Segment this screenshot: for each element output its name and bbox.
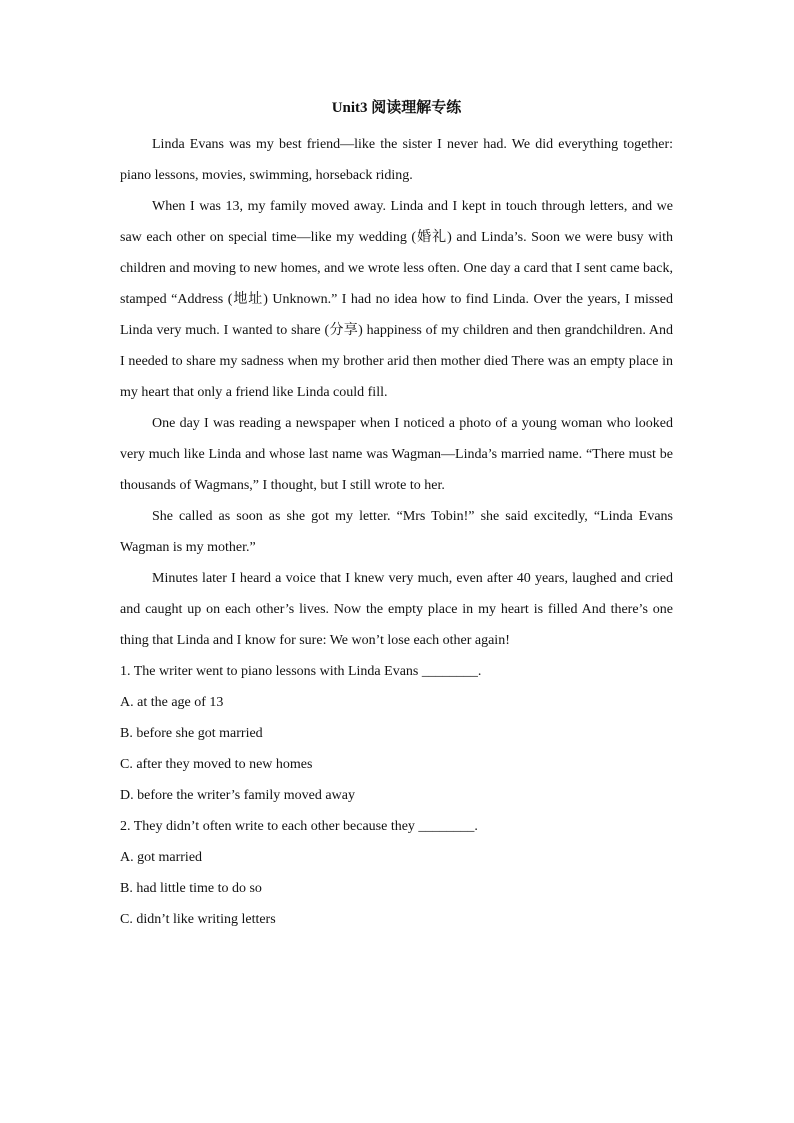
passage-paragraph-1: Linda Evans was my best friend—like the sister I never had. We did everything together: piano lessons, movies, swimming, horseback riding.	[120, 137, 673, 183]
question-2-option-a: A. got married	[120, 850, 203, 865]
question-1	[120, 656, 673, 811]
page-title: Unit3 阅读理解专练	[331, 100, 462, 116]
question-2-option-c: C. didn’t like writing letters	[120, 912, 276, 927]
question-1-option-d: D. before the writer’s family moved away	[120, 788, 355, 803]
question-1-stem: 1. The writer went to piano lessons with Linda Evans ________.	[120, 664, 482, 679]
question-1-option-a: A. at the age of 13	[120, 695, 224, 710]
question-2-option-b: B. had little time to do so	[120, 881, 262, 896]
passage-paragraph-3: One day I was reading a newspaper when I noticed a photo of a young woman who looked very much like Linda and whose last name was Wagman—Linda’s married name. “There must be thousands of Wagmans,” I thought, but I still wrote to her.	[120, 416, 673, 493]
passage-paragraph-2: When I was 13, my family moved away. Linda and I kept in touch through letters, and we saw each other on special time—like my wedding (婚礼) and Linda’s. Soon we were busy with children and moving to new homes, and we wrote less often. One day a card that I sent came back, stamped “Address (地址) Unknown.” I had no idea how to find Linda. Over the years, I missed Linda very much. I wanted to share (分享) happiness of my children and then grandchildren. And I needed to share my sadness when my brother arid then mother died There was an empty place in my heart that only a friend like Linda could fill.	[120, 199, 673, 400]
question-2-stem: 2. They didn’t often write to each other because they ________.	[120, 819, 478, 834]
question-1-option-b: B. before she got married	[120, 726, 263, 741]
question-2	[120, 811, 673, 935]
question-1-option-c: C. after they moved to new homes	[120, 757, 313, 772]
passage-paragraph-5: Minutes later I heard a voice that I knew very much, even after 40 years, laughed and cried and caught up on each other’s lives. Now the empty place in my heart is filled And there’s one thing that Linda and I know for sure: We won’t lose each other again!	[120, 571, 673, 648]
passage-paragraph-4: She called as soon as she got my letter. “Mrs Tobin!” she said excitedly, “Linda Evans Wagman is my mother.”	[120, 509, 673, 555]
